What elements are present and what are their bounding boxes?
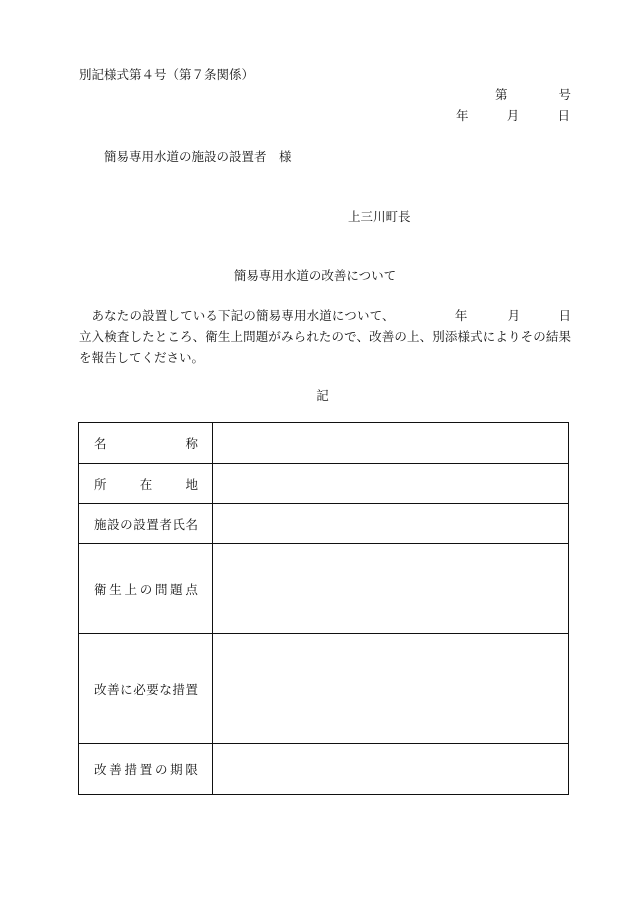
record-table bbox=[78, 422, 569, 795]
document-title: 簡易専用水道の改善について bbox=[233, 268, 397, 283]
body-year: 年 bbox=[454, 308, 468, 323]
body-month: 月 bbox=[507, 308, 521, 323]
row-label-cell bbox=[79, 544, 213, 634]
body-part-2: 日立入検査したところ、衛生上問題がみられたので、改善の上、別添様式によりその結果を報告してください。 bbox=[79, 308, 571, 365]
label-char: 上 bbox=[124, 581, 137, 597]
ki-heading: 記 bbox=[316, 388, 329, 403]
label-char: 在 bbox=[139, 476, 153, 492]
label-char: に bbox=[120, 681, 133, 697]
row-label bbox=[79, 680, 212, 698]
table-row bbox=[79, 464, 569, 504]
table-row bbox=[79, 544, 569, 634]
label-char: 善 bbox=[109, 762, 122, 777]
document-number-line bbox=[495, 85, 571, 103]
label-char: 名 bbox=[185, 516, 198, 532]
row-value-cell[interactable] bbox=[213, 464, 569, 504]
date-month: 月 bbox=[506, 108, 520, 123]
row-label bbox=[79, 515, 212, 533]
table-row bbox=[79, 504, 569, 544]
label-char: 衛 bbox=[94, 581, 107, 597]
date-day: 日 bbox=[557, 108, 570, 123]
label-char: 期 bbox=[170, 762, 183, 777]
label-char: 置 bbox=[146, 516, 159, 532]
row-label bbox=[79, 760, 212, 778]
label-char: 設 bbox=[107, 516, 120, 532]
label-char: 施 bbox=[94, 516, 107, 532]
label-char: 名 bbox=[94, 436, 107, 451]
label-char: 点 bbox=[185, 581, 198, 597]
row-value-cell[interactable] bbox=[213, 544, 569, 634]
body-part-1: あなたの設置している下記の簡易専用水道について、 bbox=[91, 308, 395, 323]
label-char: 置 bbox=[139, 762, 153, 777]
issuer: 上三川町長 bbox=[348, 209, 411, 224]
row-label-cell bbox=[79, 634, 213, 744]
row-value-cell[interactable] bbox=[213, 504, 569, 544]
number-suffix: 号 bbox=[558, 87, 571, 102]
body-paragraph bbox=[79, 305, 571, 368]
label-char: 者 bbox=[159, 516, 172, 532]
label-char: 置 bbox=[185, 681, 198, 697]
label-char: 題 bbox=[170, 581, 183, 597]
label-char: 生 bbox=[109, 581, 122, 597]
label-char: 設 bbox=[133, 516, 146, 532]
row-value-cell[interactable] bbox=[213, 744, 569, 795]
label-char: 所 bbox=[94, 476, 107, 492]
label-char: の bbox=[120, 516, 133, 532]
label-char: 要 bbox=[146, 681, 159, 697]
label-char: 改 bbox=[94, 681, 107, 697]
label-char: 措 bbox=[172, 681, 185, 697]
row-label bbox=[79, 434, 212, 452]
row-value-cell[interactable] bbox=[213, 423, 569, 464]
label-char: 措 bbox=[124, 762, 137, 777]
table-row bbox=[79, 423, 569, 464]
row-label bbox=[79, 475, 212, 493]
table-row bbox=[79, 744, 569, 795]
label-char: 善 bbox=[107, 681, 120, 697]
row-label-cell bbox=[79, 504, 213, 544]
table-row bbox=[79, 634, 569, 744]
label-char: 地 bbox=[185, 476, 198, 492]
label-char: 氏 bbox=[172, 516, 185, 532]
row-value-cell[interactable] bbox=[213, 634, 569, 744]
row-label-cell bbox=[79, 464, 213, 504]
date-year: 年 bbox=[456, 108, 469, 123]
label-char: 必 bbox=[133, 681, 146, 697]
label-char: 称 bbox=[185, 436, 198, 451]
addressee: 簡易専用水道の施設の設置者 様 bbox=[104, 149, 292, 164]
label-char: の bbox=[154, 762, 168, 777]
document-date-line bbox=[456, 106, 570, 124]
form-identifier: 別記様式第４号（第７条関係） bbox=[79, 67, 255, 82]
number-prefix: 第 bbox=[495, 87, 508, 102]
label-char: な bbox=[159, 681, 172, 697]
label-char: 改 bbox=[94, 762, 107, 777]
label-char: 問 bbox=[154, 581, 168, 597]
label-char: の bbox=[139, 581, 153, 597]
row-label-cell bbox=[79, 744, 213, 795]
row-label-cell bbox=[79, 423, 213, 464]
label-char: 限 bbox=[185, 762, 198, 777]
row-label bbox=[79, 580, 212, 598]
